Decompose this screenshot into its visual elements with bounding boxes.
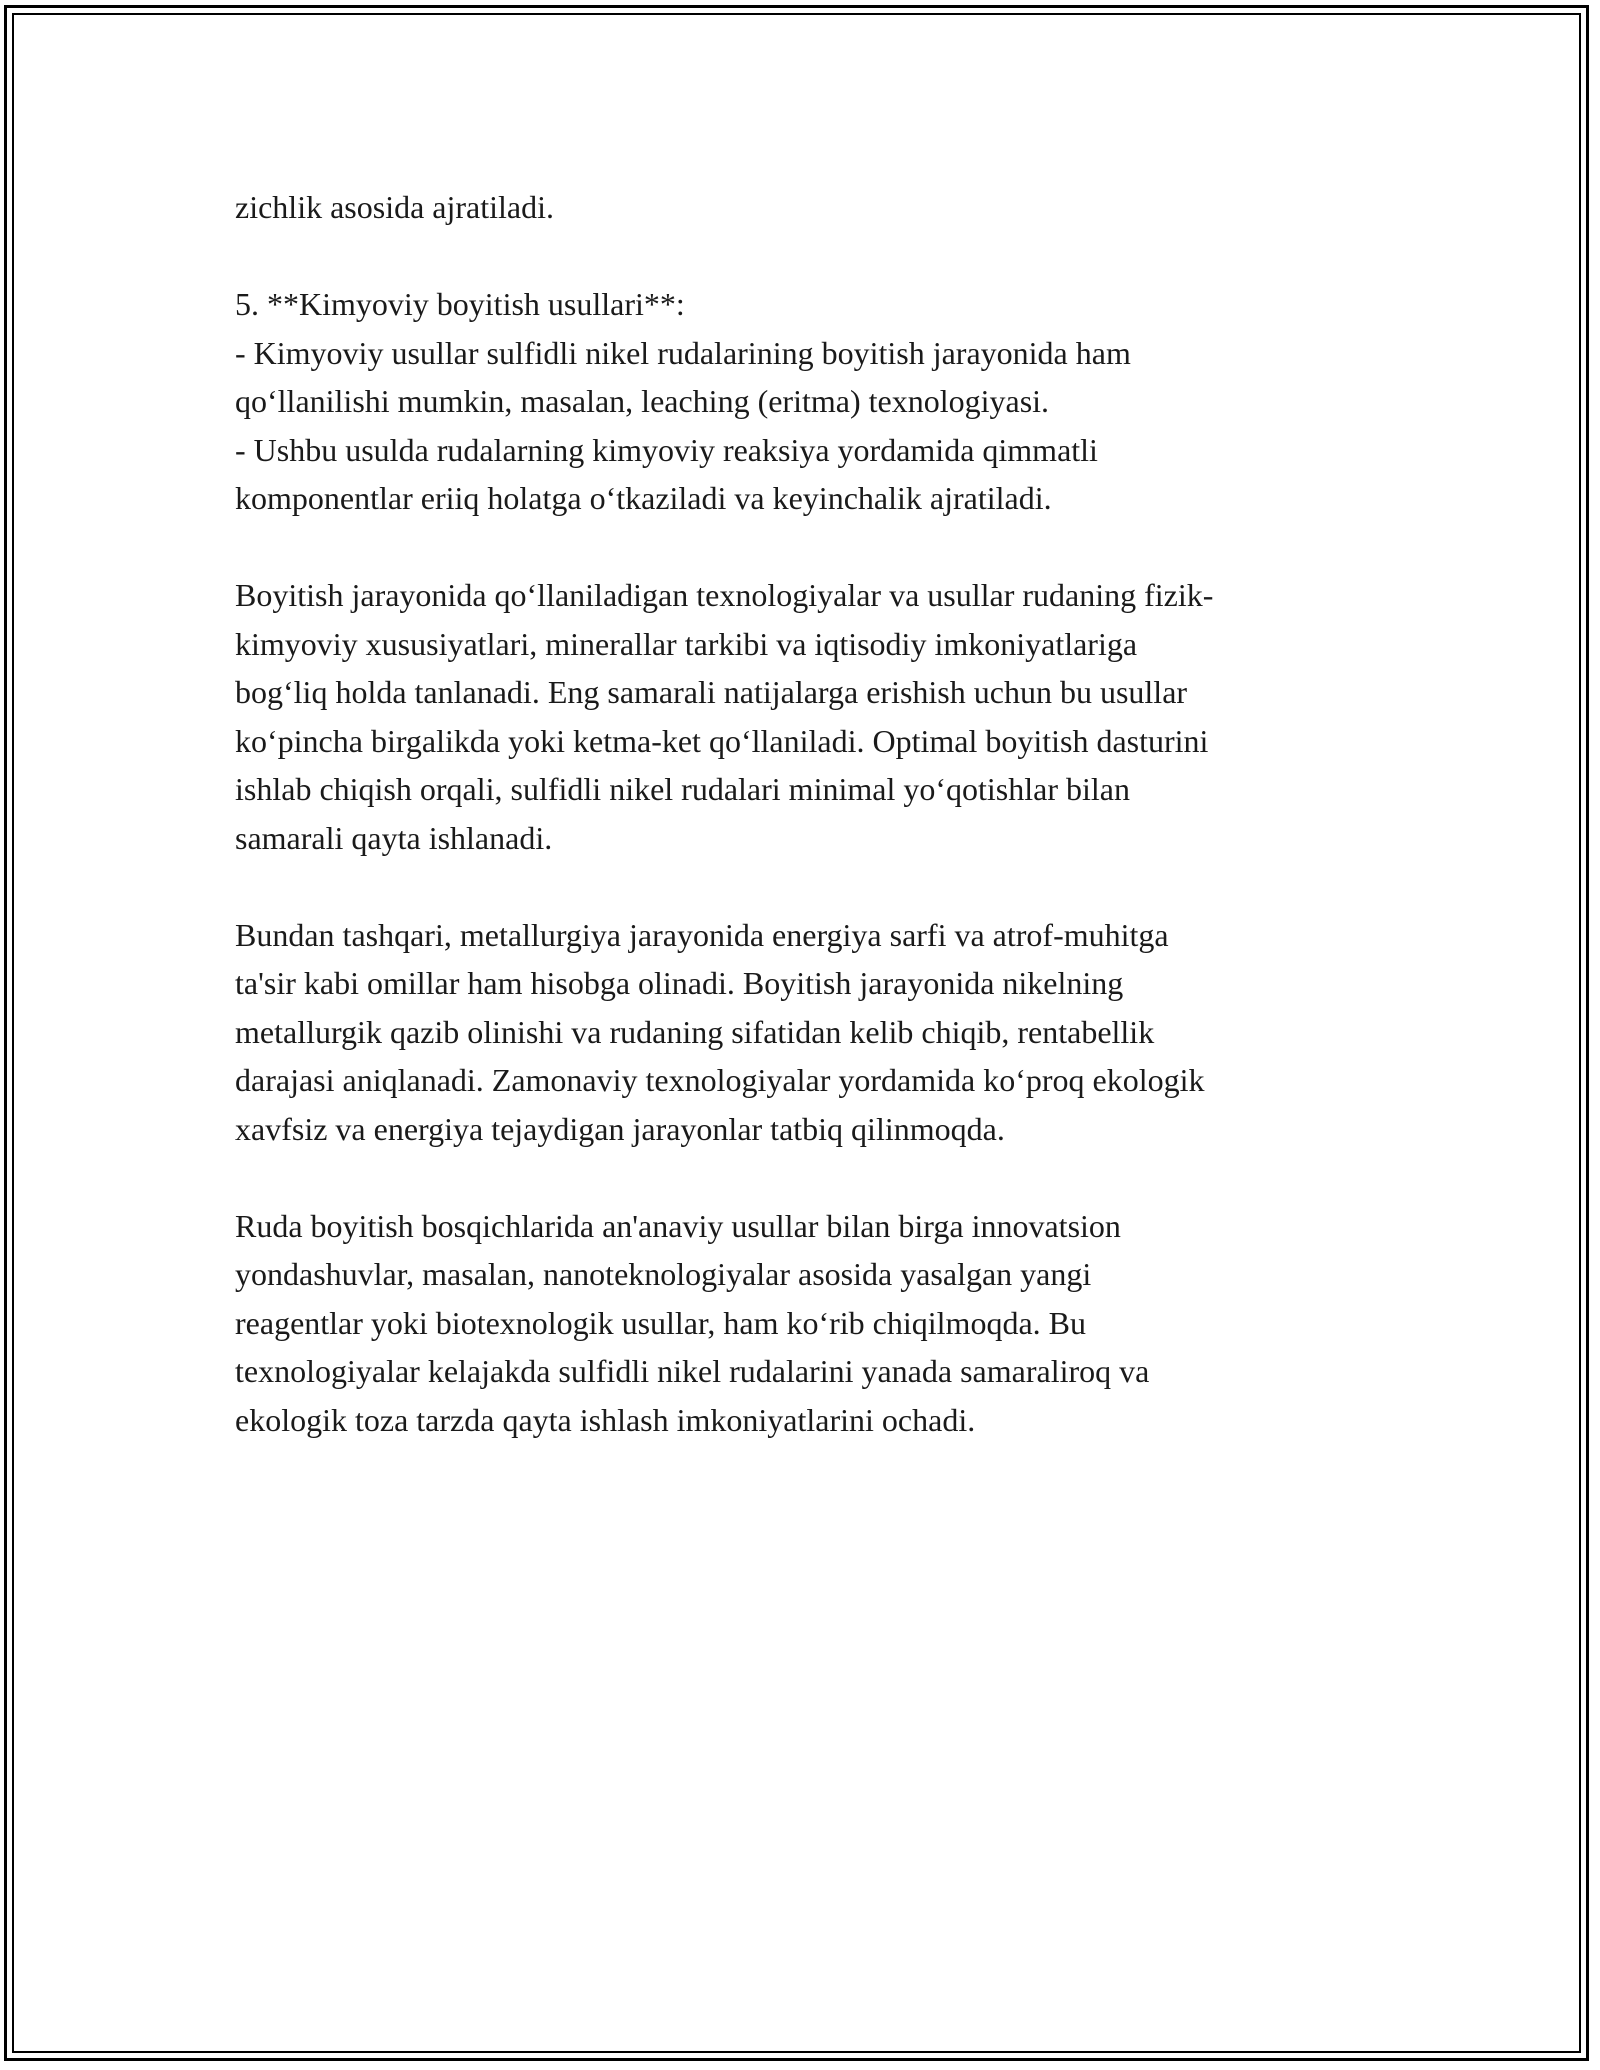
paragraph-technology-selection: Boyitish jarayonida qo‘llaniladigan texnologiyalar va usullar rudaning fizik- kimyoviy xususiyatlari, minerallar tarkibi va iqtisodiy imkoniyatlariga bog‘liq holda tanlanadi. Eng samarali natijalarga erishish uchun bu usullar ko‘pincha birgalikda yoki ketma-ket qo‘llaniladi. Optimal boyitish dasturini ishlab chiqish orqali, sulfidli nikel rudalari minimal yo‘qotishlar bilan samarali qayta ishlanadi.: [235, 577, 1214, 856]
paragraph-metallurgy-energy: Bundan tashqari, metallurgiya jarayonida energiya sarfi va atrof-muhitga ta'sir kabi omillar ham hisobga olinadi. Boyitish jarayonida nikelning metallurgik qazib olinishi va rudaning sifatidan kelib chiqib, rentabellik darajasi aniqlanadi. Zamonaviy texnologiyalar yordamida ko‘proq ekologik xavfsiz va energiya tejaydigan jarayonlar tatbiq qilinmoqda.: [235, 916, 1205, 1147]
paragraph-intro-fragment: zichlik asosida ajratiladi.: [235, 189, 554, 225]
paragraph-chemical-methods: 5. **Kimyoviy boyitish usullari**: - Kimyoviy usullar sulfidli nikel rudalarining boyitish jarayonida ham qo‘llanilishi mumkin, masalan, leaching (eritma) texnologiyasi. - Ushbu usulda rudalarning kimyoviy reaksiya yordamida qimmatli komponentlar eriiq holatga o‘tkaziladi va keyinchalik ajratiladi.: [235, 286, 1131, 516]
paragraph-gap: [235, 1153, 1385, 1202]
paragraph-gap: [235, 232, 1385, 281]
paragraph-innovation: Ruda boyitish bosqichlarida an'anaviy usullar bilan birga innovatsion yondashuvlar, masalan, nanoteknologiyalar asosida yasalgan yangi reagentlar yoki biotexnologik usullar, ham ko‘rib chiqilmoqda. Bu texnologiyalar kelajakda sulfidli nikel rudalarini yanada samaraliroq va ekologik toza tarzda qayta ishlash imkoniyatlarini ochadi.: [235, 1207, 1150, 1438]
paragraph-gap: [235, 862, 1385, 911]
paragraph-gap: [235, 523, 1385, 572]
document-body: [235, 183, 1385, 1444]
